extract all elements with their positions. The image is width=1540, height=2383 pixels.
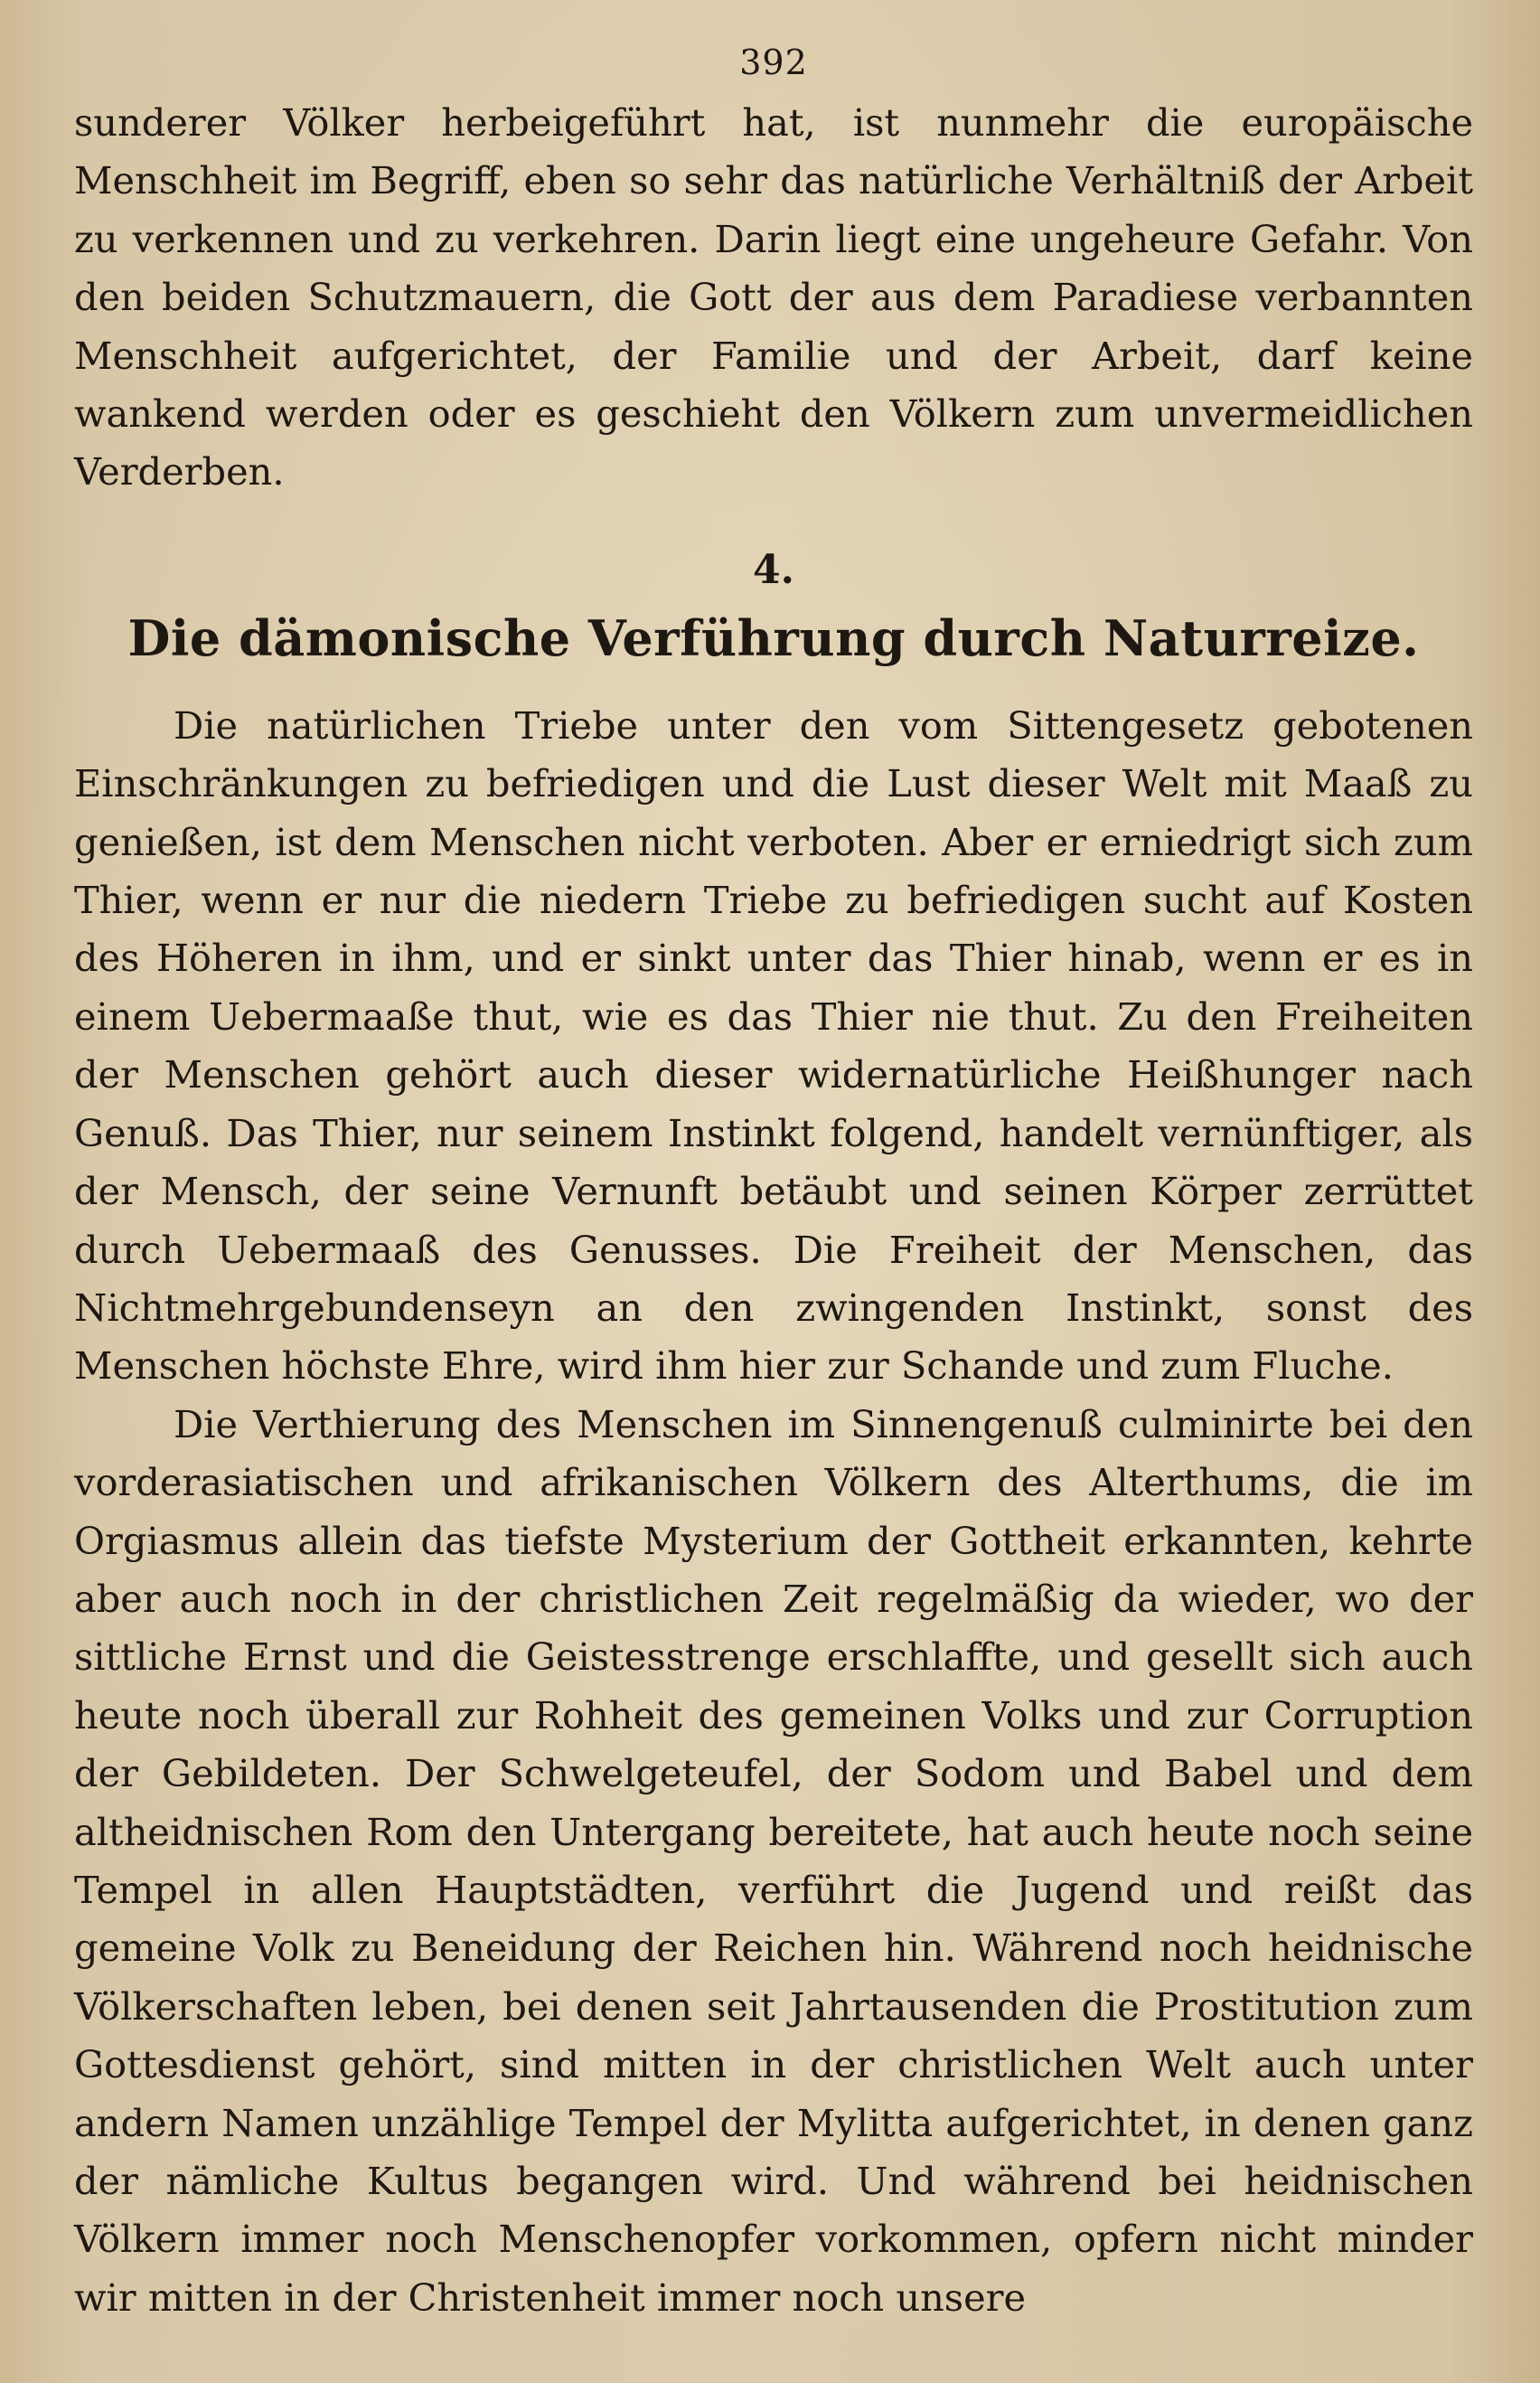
- page-number: 392: [739, 42, 808, 82]
- page-content: [74, 40, 1473, 2327]
- paragraph: Die natürlichen Triebe unter den vom Sittengesetz gebotenen Einschränkungen zu befriedigen und die Lust dieser Welt mit Maaß zu genießen, ist dem Menschen nicht verboten. Aber er erniedrigt sich zum Thier, wenn er nur die niedern Triebe zu befriedigen sucht auf Kosten des Höheren in ihm, und er sinkt unter das Thier hinab, wenn er es in einem Uebermaaße thut, wie es das Thier nie thut. Zu den Freiheiten der Menschen gehört auch dieser widernatürliche Heißhunger nach Genuß. Das Thier, nur seinem Instinkt folgend, handelt vernünftiger, als der Mensch, der seine Vernunft betäubt und seinen Körper zerrüttet durch Uebermaaß des Genusses. Die Freiheit der Menschen, das Nichtmehrgebundenseyn an den zwingenden Instinkt, sonst des Menschen höchste Ehre, wird ihm hier zur Schande und zum Fluche.: [74, 702, 1473, 1389]
- paragraph: Die Verthierung des Menschen im Sinnengenuß culminirte bei den vorderasiatischen und afrikanischen Völkern des Alterthums, die im Orgiasmus allein das tiefste Mysterium der Gottheit erkannten, kehrte aber auch noch in der christlichen Zeit regelmäßig da wieder, wo der sittliche Ernst und die Geistesstrenge erschlaffte, und gesellt sich auch heute noch überall zur Rohheit des gemeinen Volks und zur Corruption der Gebildeten. Der Schwelgeteufel, der Sodom und Babel und dem altheidnischen Rom den Untergang bereitete, hat auch heute noch seine Tempel in allen Hauptstädten, verführt die Jugend und reißt das gemeine Volk zu Beneidung der Reichen hin. Während noch heidnische Völkerschaften leben, bei denen seit Jahrtausenden die Prostitution zum Gottesdienst gehört, sind mitten in der christlichen Welt auch unter andern Namen unzählige Tempel der Mylitta aufgerichtet, in denen ganz der nämliche Kultus begangen wird. Und während bei heidnischen Völkern immer noch Menschenopfer vorkommen, opfern nicht minder wir mitten in der Christenheit immer noch unsere: [74, 1401, 1473, 2320]
- section-number: 4.: [753, 546, 794, 593]
- section-title: Die dämonische Verführung durch Naturreize.: [127, 608, 1420, 667]
- paragraph-continuation: sunderer Völker herbeigeführt hat, ist nunmehr die europäische Menschheit im Begriff, eben so sehr das natürliche Verhältniß der Arbeit zu verkennen und zu verkehren. Darin liegt eine ungeheure Gefahr. Von den beiden Schutzmauern, die Gott der aus dem Paradiese verbannten Menschheit aufgerichtet, der Familie und der Arbeit, darf keine wankend werden oder es geschieht den Völkern zum unvermeidlichen Verderben.: [74, 100, 1473, 494]
